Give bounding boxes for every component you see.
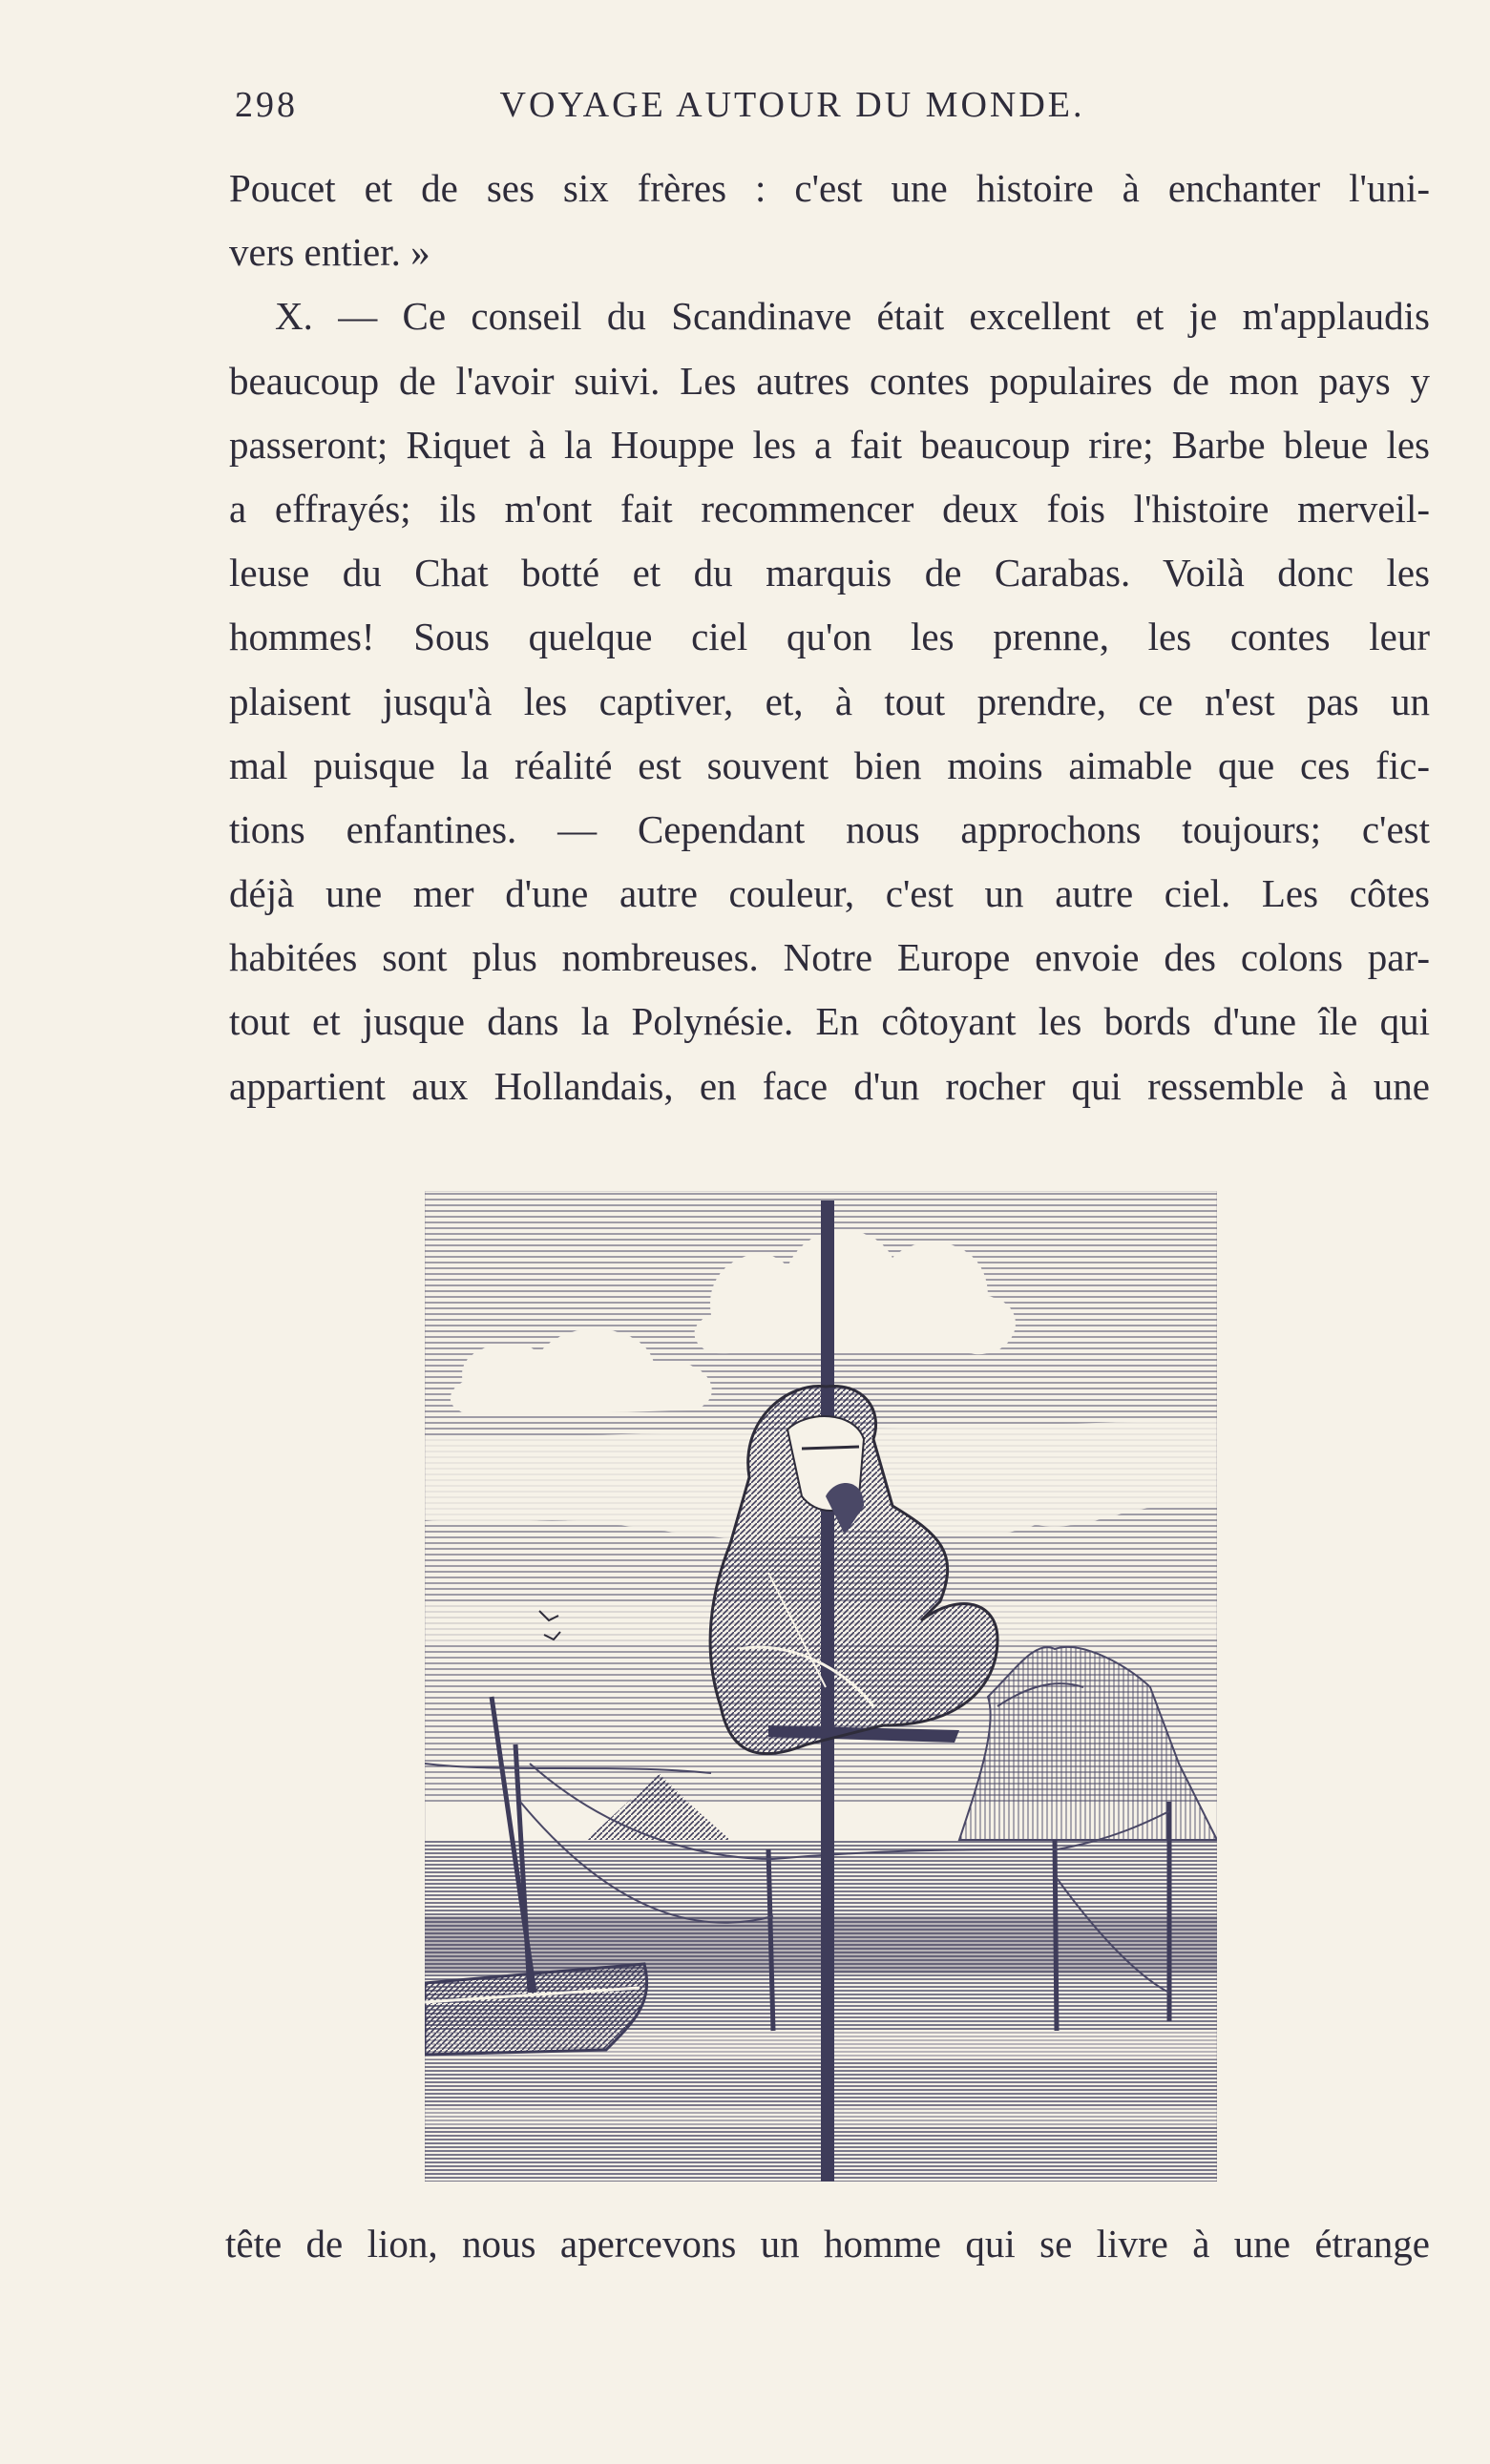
text-line: beaucoup de l'avoir suivi. Les autres contes populaires de mon pays y bbox=[229, 358, 1430, 403]
text-line: plaisent jusqu'à les captiver, et, à tout prendre, ce n'est pas un bbox=[229, 679, 1430, 723]
text-line: mal puisque la réalité est souvent bien moins aimable que ces fic- bbox=[229, 742, 1430, 787]
continuation-line: tête de lion, nous apercevons un homme qui se livre à une étrange bbox=[225, 2222, 1430, 2266]
text-line: tout et jusque dans la Polynésie. En côtoyant les bords d'une île qui bbox=[229, 999, 1430, 1044]
text-line: a effrayés; ils m'ont fait recommencer deux fois l'histoire merveil- bbox=[229, 486, 1430, 531]
engraving-illustration bbox=[425, 1191, 1217, 2182]
running-header bbox=[229, 84, 1422, 132]
text-line: X. — Ce conseil du Scandinave était excellent et je m'applaudis bbox=[275, 294, 1430, 339]
text-line: appartient aux Hollandais, en face d'un rocher qui ressemble à une bbox=[229, 1063, 1430, 1108]
text-line: hommes! Sous quelque ciel qu'on les prenne, les contes leur bbox=[229, 615, 1430, 659]
text-line: déjà une mer d'une autre couleur, c'est un autre ciel. Les côtes bbox=[229, 871, 1430, 916]
text-line: Poucet et de ses six frères : c'est une histoire à enchanter l'uni- bbox=[229, 166, 1430, 210]
text-line: passeront; Riquet à la Houppe les a fait beaucoup rire; Barbe bleue les bbox=[229, 422, 1430, 467]
engraving-svg bbox=[425, 1191, 1217, 2182]
text-line: habitées sont plus nombreuses. Notre Europe envoie des colons par- bbox=[229, 935, 1430, 980]
page-number: 298 bbox=[235, 85, 298, 125]
text-line: tions enfantines. — Cependant nous approchons toujours; c'est bbox=[229, 806, 1430, 851]
body-text bbox=[229, 157, 1430, 1118]
running-title: VOYAGE AUTOUR DU MONDE. bbox=[499, 85, 1085, 125]
text-line: vers entier. » bbox=[229, 230, 430, 275]
text-line: leuse du Chat botté et du marquis de Carabas. Voilà donc les bbox=[229, 551, 1430, 595]
